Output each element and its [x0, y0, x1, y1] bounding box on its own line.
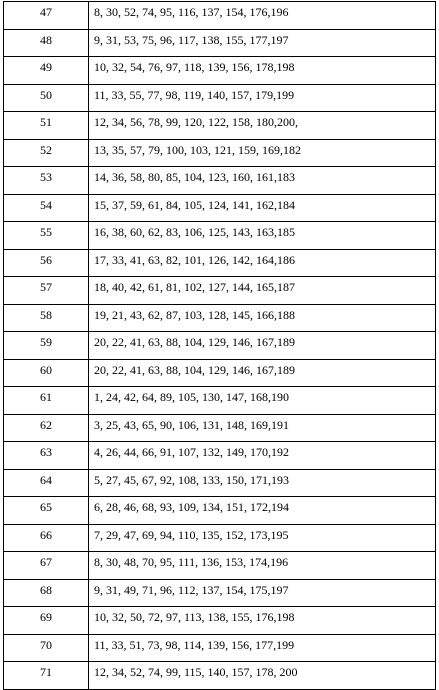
row-values-cell: 3, 25, 43, 65, 90, 106, 131, 148, 169,191 — [89, 414, 436, 442]
row-values-cell: 14, 36, 58, 80, 85, 104, 123, 160, 161,183 — [89, 167, 436, 195]
row-number-cell: 71 — [4, 662, 89, 690]
row-values-cell: 9, 31, 53, 75, 96, 117, 138, 155, 177,197 — [89, 29, 436, 57]
row-number-cell: 65 — [4, 497, 89, 525]
table-row — [4, 222, 436, 250]
row-number-cell: 59 — [4, 332, 89, 360]
row-number-cell: 67 — [4, 552, 89, 580]
row-values-cell: 19, 21, 43, 62, 87, 103, 128, 145, 166,188 — [89, 304, 436, 332]
row-values-cell: 13, 35, 57, 79, 100, 103, 121, 159, 169,182 — [89, 139, 436, 167]
row-number-cell: 69 — [4, 607, 89, 635]
row-values-cell: 4, 26, 44, 66, 91, 107, 132, 149, 170,192 — [89, 442, 436, 470]
row-values-cell: 10, 32, 50, 72, 97, 113, 138, 155, 176,198 — [89, 607, 436, 635]
row-values-cell: 15, 37, 59, 61, 84, 105, 124, 141, 162,184 — [89, 194, 436, 222]
row-number-cell: 50 — [4, 84, 89, 112]
row-values-cell: 8, 30, 52, 74, 95, 116, 137, 154, 176,196 — [89, 2, 436, 30]
row-values-cell: 12, 34, 52, 74, 99, 115, 140, 157, 178, 200 — [89, 662, 436, 690]
row-number-cell: 61 — [4, 387, 89, 415]
table-row — [4, 387, 436, 415]
row-values-cell: 16, 38, 60, 62, 83, 106, 125, 143, 163,185 — [89, 222, 436, 250]
table-row — [4, 304, 436, 332]
row-values-cell: 5, 27, 45, 67, 92, 108, 133, 150, 171,193 — [89, 469, 436, 497]
row-values-cell: 17, 33, 41, 63, 82, 101, 126, 142, 164,186 — [89, 249, 436, 277]
table-row — [4, 139, 436, 167]
row-values-cell: 6, 28, 46, 68, 93, 109, 134, 151, 172,194 — [89, 497, 436, 525]
table-row — [4, 112, 436, 140]
row-number-cell: 49 — [4, 57, 89, 85]
data-table — [3, 1, 436, 690]
table-row — [4, 359, 436, 387]
row-number-cell: 53 — [4, 167, 89, 195]
table-row — [4, 552, 436, 580]
row-values-cell: 18, 40, 42, 61, 81, 102, 127, 144, 165,187 — [89, 277, 436, 305]
table-row — [4, 414, 436, 442]
row-number-cell: 58 — [4, 304, 89, 332]
row-number-cell: 52 — [4, 139, 89, 167]
row-values-cell: 8, 30, 48, 70, 95, 111, 136, 153, 174,196 — [89, 552, 436, 580]
row-number-cell: 54 — [4, 194, 89, 222]
table-row — [4, 249, 436, 277]
row-number-cell: 64 — [4, 469, 89, 497]
table-row — [4, 277, 436, 305]
table-row — [4, 84, 436, 112]
row-values-cell: 11, 33, 51, 73, 98, 114, 139, 156, 177,199 — [89, 634, 436, 662]
row-number-cell: 63 — [4, 442, 89, 470]
table-row — [4, 662, 436, 690]
row-number-cell: 62 — [4, 414, 89, 442]
row-values-cell: 12, 34, 56, 78, 99, 120, 122, 158, 180,200, — [89, 112, 436, 140]
row-values-cell: 20, 22, 41, 63, 88, 104, 129, 146, 167,189 — [89, 359, 436, 387]
row-number-cell: 68 — [4, 579, 89, 607]
table-row — [4, 634, 436, 662]
table-row — [4, 2, 436, 30]
table-row — [4, 57, 436, 85]
row-values-cell: 7, 29, 47, 69, 94, 110, 135, 152, 173,195 — [89, 524, 436, 552]
table-row — [4, 579, 436, 607]
row-number-cell: 47 — [4, 2, 89, 30]
row-number-cell: 66 — [4, 524, 89, 552]
row-number-cell: 60 — [4, 359, 89, 387]
row-values-cell: 20, 22, 41, 63, 88, 104, 129, 146, 167,189 — [89, 332, 436, 360]
row-number-cell: 70 — [4, 634, 89, 662]
row-number-cell: 55 — [4, 222, 89, 250]
row-number-cell: 51 — [4, 112, 89, 140]
table-body — [4, 2, 436, 690]
table-row — [4, 442, 436, 470]
row-values-cell: 10, 32, 54, 76, 97, 118, 139, 156, 178,198 — [89, 57, 436, 85]
row-values-cell: 11, 33, 55, 77, 98, 119, 140, 157, 179,199 — [89, 84, 436, 112]
row-values-cell: 1, 24, 42, 64, 89, 105, 130, 147, 168,190 — [89, 387, 436, 415]
table-row — [4, 29, 436, 57]
table-row — [4, 469, 436, 497]
table-row — [4, 194, 436, 222]
row-number-cell: 48 — [4, 29, 89, 57]
table-row — [4, 332, 436, 360]
table-row — [4, 524, 436, 552]
table-row — [4, 167, 436, 195]
row-number-cell: 57 — [4, 277, 89, 305]
row-values-cell: 9, 31, 49, 71, 96, 112, 137, 154, 175,197 — [89, 579, 436, 607]
table-row — [4, 497, 436, 525]
table-row — [4, 607, 436, 635]
row-number-cell: 56 — [4, 249, 89, 277]
